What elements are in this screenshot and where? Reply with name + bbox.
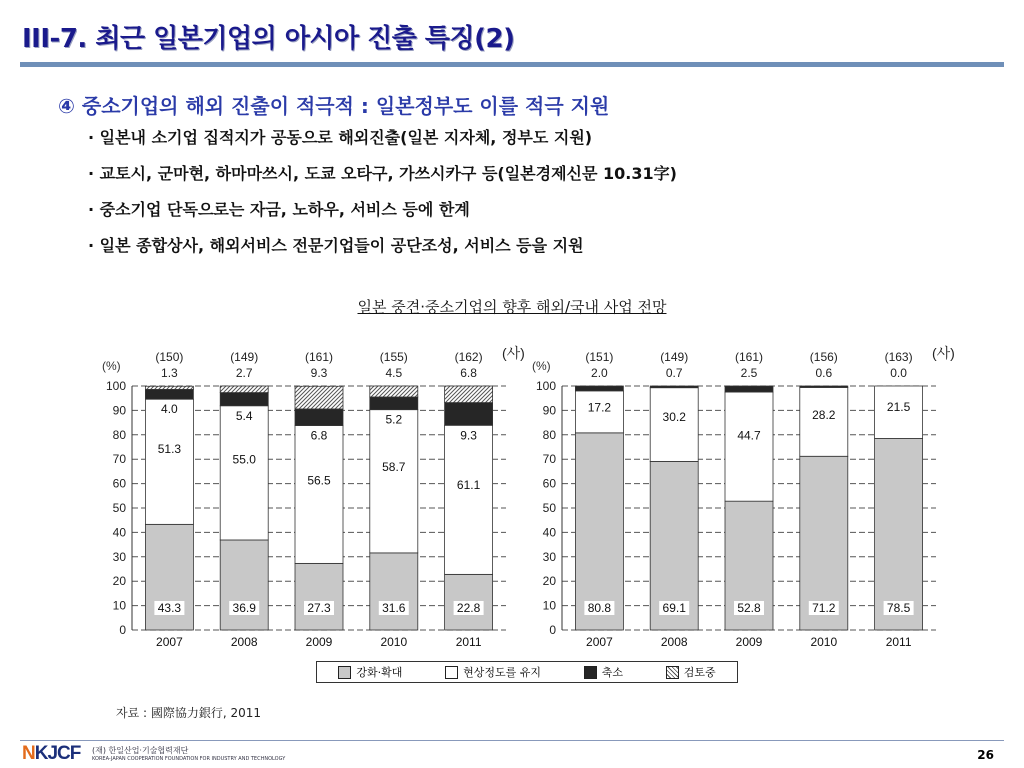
y-tick-label: 100 — [105, 379, 126, 393]
data-label: 9.3 — [460, 428, 477, 443]
legend-swatch-review — [666, 666, 679, 679]
y-unit-label: (%) — [532, 359, 551, 373]
corner-unit-label: (사) — [502, 345, 525, 361]
bar-segment-shrink — [575, 386, 623, 391]
bar-segment-shrink — [445, 403, 493, 426]
y-tick-label: 30 — [542, 549, 556, 564]
data-label: 71.2 — [812, 601, 836, 615]
legend-label: 축소 — [601, 666, 623, 679]
bar-segment-strengthen — [370, 553, 418, 630]
page-title: III-7. 최근 일본기업의 아시아 진출 특징(2) — [22, 24, 515, 54]
y-tick-label: 90 — [542, 403, 556, 418]
data-label: 69.1 — [662, 601, 686, 615]
y-tick-label: 30 — [112, 549, 126, 564]
bar-segment-review — [445, 386, 493, 403]
bar-segment-strengthen — [295, 563, 343, 630]
bar-segment-shrink — [145, 389, 193, 399]
headline: ④ 중소기업의 해외 진출이 적극적 : 일본정부도 이를 적극 지원 — [58, 94, 610, 118]
y-tick-label: 60 — [112, 476, 126, 491]
data-label: 4.0 — [161, 402, 178, 417]
legend-item — [584, 664, 623, 680]
data-label: 30.2 — [662, 410, 686, 425]
sample-size-label: (163) — [884, 350, 913, 364]
data-label: 31.6 — [382, 601, 406, 615]
x-tick-label: 2007 — [586, 635, 613, 649]
legend-label: 강화·확대 — [356, 666, 403, 679]
legend-label: 검토중 — [683, 666, 716, 679]
bar-segment-strengthen — [220, 540, 268, 630]
data-label: 80.8 — [587, 601, 612, 615]
data-label: 61.1 — [456, 477, 481, 492]
sample-size-label: (162) — [454, 350, 483, 364]
x-tick-label: 2009 — [735, 635, 763, 649]
bullet-item: · 일본내 소기업 집적지가 공동으로 해외진출(일본 지자체, 정부도 지원) — [88, 128, 593, 147]
y-tick-label: 10 — [112, 598, 126, 613]
top-value-label: 9.3 — [310, 366, 328, 380]
x-tick-label: 2009 — [305, 635, 333, 649]
chart-overseas — [96, 340, 525, 660]
data-label: 22.8 — [456, 601, 481, 615]
footer-divider — [20, 740, 1004, 741]
sample-size-label: (149) — [660, 350, 689, 364]
top-value-label: 2.5 — [740, 366, 758, 380]
y-tick-label: 20 — [112, 574, 126, 589]
bar-segment-review — [220, 386, 268, 393]
bullet-item: · 중소기업 단독으로는 자금, 노하우, 서비스 등에 한계 — [88, 200, 470, 219]
bullet-item: · 일본 종합상사, 해외서비스 전문기업들이 공단조성, 서비스 등을 지원 — [88, 236, 584, 255]
bar-segment-maintain — [220, 406, 268, 540]
top-value-label: 0.7 — [665, 366, 683, 380]
y-tick-label: 50 — [112, 501, 126, 515]
bullet-list — [88, 128, 677, 272]
y-tick-label: 90 — [112, 403, 126, 418]
bar-segment-shrink — [295, 409, 343, 426]
bar-segment-review — [370, 386, 418, 397]
y-tick-label: 40 — [112, 525, 126, 540]
corner-unit-label: (사) — [932, 345, 955, 361]
data-label: 51.3 — [157, 442, 182, 457]
top-value-label: 4.5 — [385, 366, 403, 380]
y-tick-label: 60 — [542, 476, 556, 491]
data-label: 56.5 — [307, 473, 331, 488]
x-tick-label: 2010 — [810, 635, 838, 649]
bar-segment-maintain — [145, 399, 193, 524]
bar-segment-maintain — [650, 388, 698, 462]
y-tick-label: 80 — [542, 427, 556, 442]
bar-segment-shrink — [220, 393, 268, 406]
legend-item — [445, 664, 541, 680]
logo-sub-en: KOREA-JAPAN COOPERATION FOUNDATION FOR INDUSTRY AND TECHNOLOGY — [92, 756, 286, 762]
bar-segment-shrink — [800, 386, 848, 387]
data-label: 52.8 — [737, 601, 761, 615]
data-label: 27.3 — [307, 601, 331, 615]
data-label: 58.7 — [382, 459, 406, 474]
y-tick-label: 70 — [112, 452, 126, 467]
data-label: 44.7 — [737, 428, 761, 443]
bar-segment-shrink — [725, 386, 773, 392]
logo-sub-kr: (재) 한일산업·기술협력재단 — [92, 746, 189, 755]
legend-label: 현상정도를 유지 — [463, 666, 541, 679]
y-tick-label: 20 — [542, 574, 556, 589]
top-value-label: 0.0 — [890, 366, 907, 380]
x-tick-label: 2011 — [455, 635, 482, 649]
data-label: 28.2 — [812, 407, 836, 422]
bar-segment-shrink — [650, 386, 698, 388]
y-tick-label: 0 — [549, 623, 556, 637]
logo-mark: N — [22, 743, 35, 764]
x-tick-label: 2008 — [230, 635, 258, 649]
data-label: 5.4 — [235, 408, 253, 423]
data-label: 78.5 — [886, 601, 911, 615]
y-tick-label: 0 — [119, 623, 126, 637]
x-tick-label: 2007 — [156, 635, 183, 649]
logo — [22, 743, 80, 765]
top-value-label: 2.0 — [591, 366, 608, 380]
data-label: 55.0 — [232, 452, 256, 467]
sample-size-label: (151) — [585, 350, 614, 364]
x-tick-label: 2011 — [885, 635, 912, 649]
y-tick-label: 70 — [542, 452, 556, 467]
sample-size-label: (161) — [304, 350, 334, 364]
data-label: 43.3 — [157, 601, 182, 615]
legend-swatch-shrink — [584, 666, 597, 679]
sample-size-label: (150) — [155, 350, 184, 364]
y-tick-label: 10 — [542, 598, 556, 613]
y-unit-label: (%) — [102, 359, 121, 373]
top-value-label: 1.3 — [161, 366, 178, 380]
data-label: 36.9 — [232, 601, 256, 615]
y-tick-label: 50 — [542, 501, 556, 515]
legend-item — [666, 664, 716, 680]
bar-segment-maintain — [725, 392, 773, 501]
y-tick-label: 40 — [542, 525, 556, 540]
legend-swatch-maintain — [445, 666, 458, 679]
logo-name: KJCF — [34, 743, 81, 764]
sample-size-label: (149) — [230, 350, 259, 364]
chart-legend — [316, 661, 738, 683]
source-note: 자료 : 國際協力銀行, 2011 — [116, 706, 262, 720]
legend-swatch-strengthen — [338, 666, 351, 679]
logo-subtitle — [92, 746, 285, 764]
x-tick-label: 2008 — [660, 635, 688, 649]
chart-domestic — [526, 340, 955, 660]
top-value-label: 6.8 — [460, 366, 477, 380]
bar-segment-review — [145, 386, 193, 389]
bar-segment-shrink — [370, 397, 418, 410]
data-label: 21.5 — [886, 399, 911, 414]
sample-size-label: (161) — [734, 350, 764, 364]
legend-item — [338, 664, 402, 680]
data-label: 6.8 — [310, 428, 328, 443]
x-tick-label: 2010 — [380, 635, 408, 649]
bar-segment-maintain — [445, 425, 493, 574]
bar-segment-maintain — [295, 426, 343, 564]
top-value-label: 0.6 — [815, 366, 833, 380]
bar-segment-review — [295, 386, 343, 409]
data-label: 5.2 — [385, 412, 403, 427]
sample-size-label: (156) — [809, 350, 838, 364]
y-tick-label: 100 — [535, 379, 556, 393]
page-number: 26 — [977, 748, 994, 762]
chart-title: 일본 중견·중소기업의 향후 해외/국내 사업 전망 — [357, 298, 667, 316]
data-label: 17.2 — [587, 400, 612, 415]
top-value-label: 2.7 — [235, 366, 253, 380]
bar-segment-maintain — [370, 410, 418, 553]
title-divider — [20, 62, 1004, 67]
sample-size-label: (155) — [379, 350, 408, 364]
bullet-item: · 교토시, 군마현, 하마마쓰시, 도쿄 오타구, 가쓰시카구 등(일본경제신문 10.31字) — [88, 164, 677, 183]
y-tick-label: 80 — [112, 427, 126, 442]
